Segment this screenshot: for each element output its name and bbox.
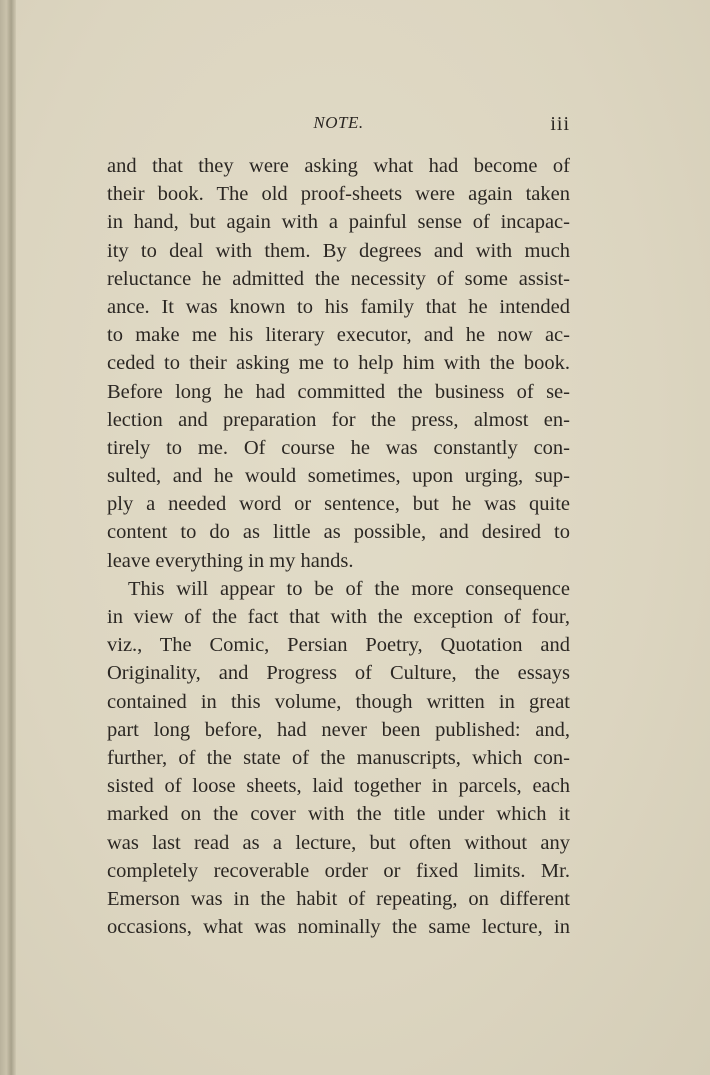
paragraph-2 [107,575,570,941]
text-line: tirely to me. Of course he was constantly con- [107,436,570,459]
text-line: their book. The old proof-sheets were again taken [107,183,570,206]
text-line: in view of the fact that with the exception of four, [107,606,570,628]
text-line: ity to deal with them. By degrees and with much [107,239,570,262]
text-line: viz., The Comic, Persian Poetry, Quotation and [107,634,570,657]
text-line: Emerson was in the habit of repeating, on different [107,887,570,910]
text-line: Before long he had committed the business of se- [107,380,570,403]
body-text [107,152,570,941]
running-head [107,113,570,141]
text-line: lection and preparation for the press, almost en- [107,408,570,431]
text-line: occasions, what was nominally the same lecture, in [107,916,570,939]
text-line: leave everything in my hands. [107,549,354,572]
text-line: in hand, but again with a painful sense of incapac- [107,211,570,234]
text-line: sisted of loose sheets, laid together in parcels, each [107,775,570,798]
text-line: ceded to their asking me to help him with the book. [107,352,570,375]
text-line: to make me his literary executor, and he now ac- [107,324,570,347]
text-line: sulted, and he would sometimes, upon urging, sup- [107,465,570,488]
text-line: reluctance he admitted the necessity of some assist- [107,267,570,290]
text-line: was last read as a lecture, but often without any [107,831,570,854]
text-line: Originality, and Progress of Culture, the essays [107,662,570,685]
book-spine-edge [0,0,16,1075]
text-line: marked on the cover with the title under which it [107,803,570,826]
paragraph-1 [107,152,570,575]
text-line: This will appear to be of the more consequence [128,577,570,600]
text-line: completely recoverable order or fixed limits. Mr. [107,859,570,882]
running-title: NOTE. [313,113,364,132]
text-line: further, of the state of the manuscripts, which con- [107,746,570,769]
text-line: content to do as little as possible, and desired to [107,521,570,544]
text-line: ance. It was known to his family that he intended [107,295,570,318]
text-line: contained in this volume, though written in great [107,690,570,713]
page-number: iii [550,113,570,135]
text-line: and that they were asking what had become of [107,155,570,177]
text-line: part long before, had never been published: and, [107,718,570,741]
text-line: ply a needed word or sentence, but he was quite [107,493,570,516]
